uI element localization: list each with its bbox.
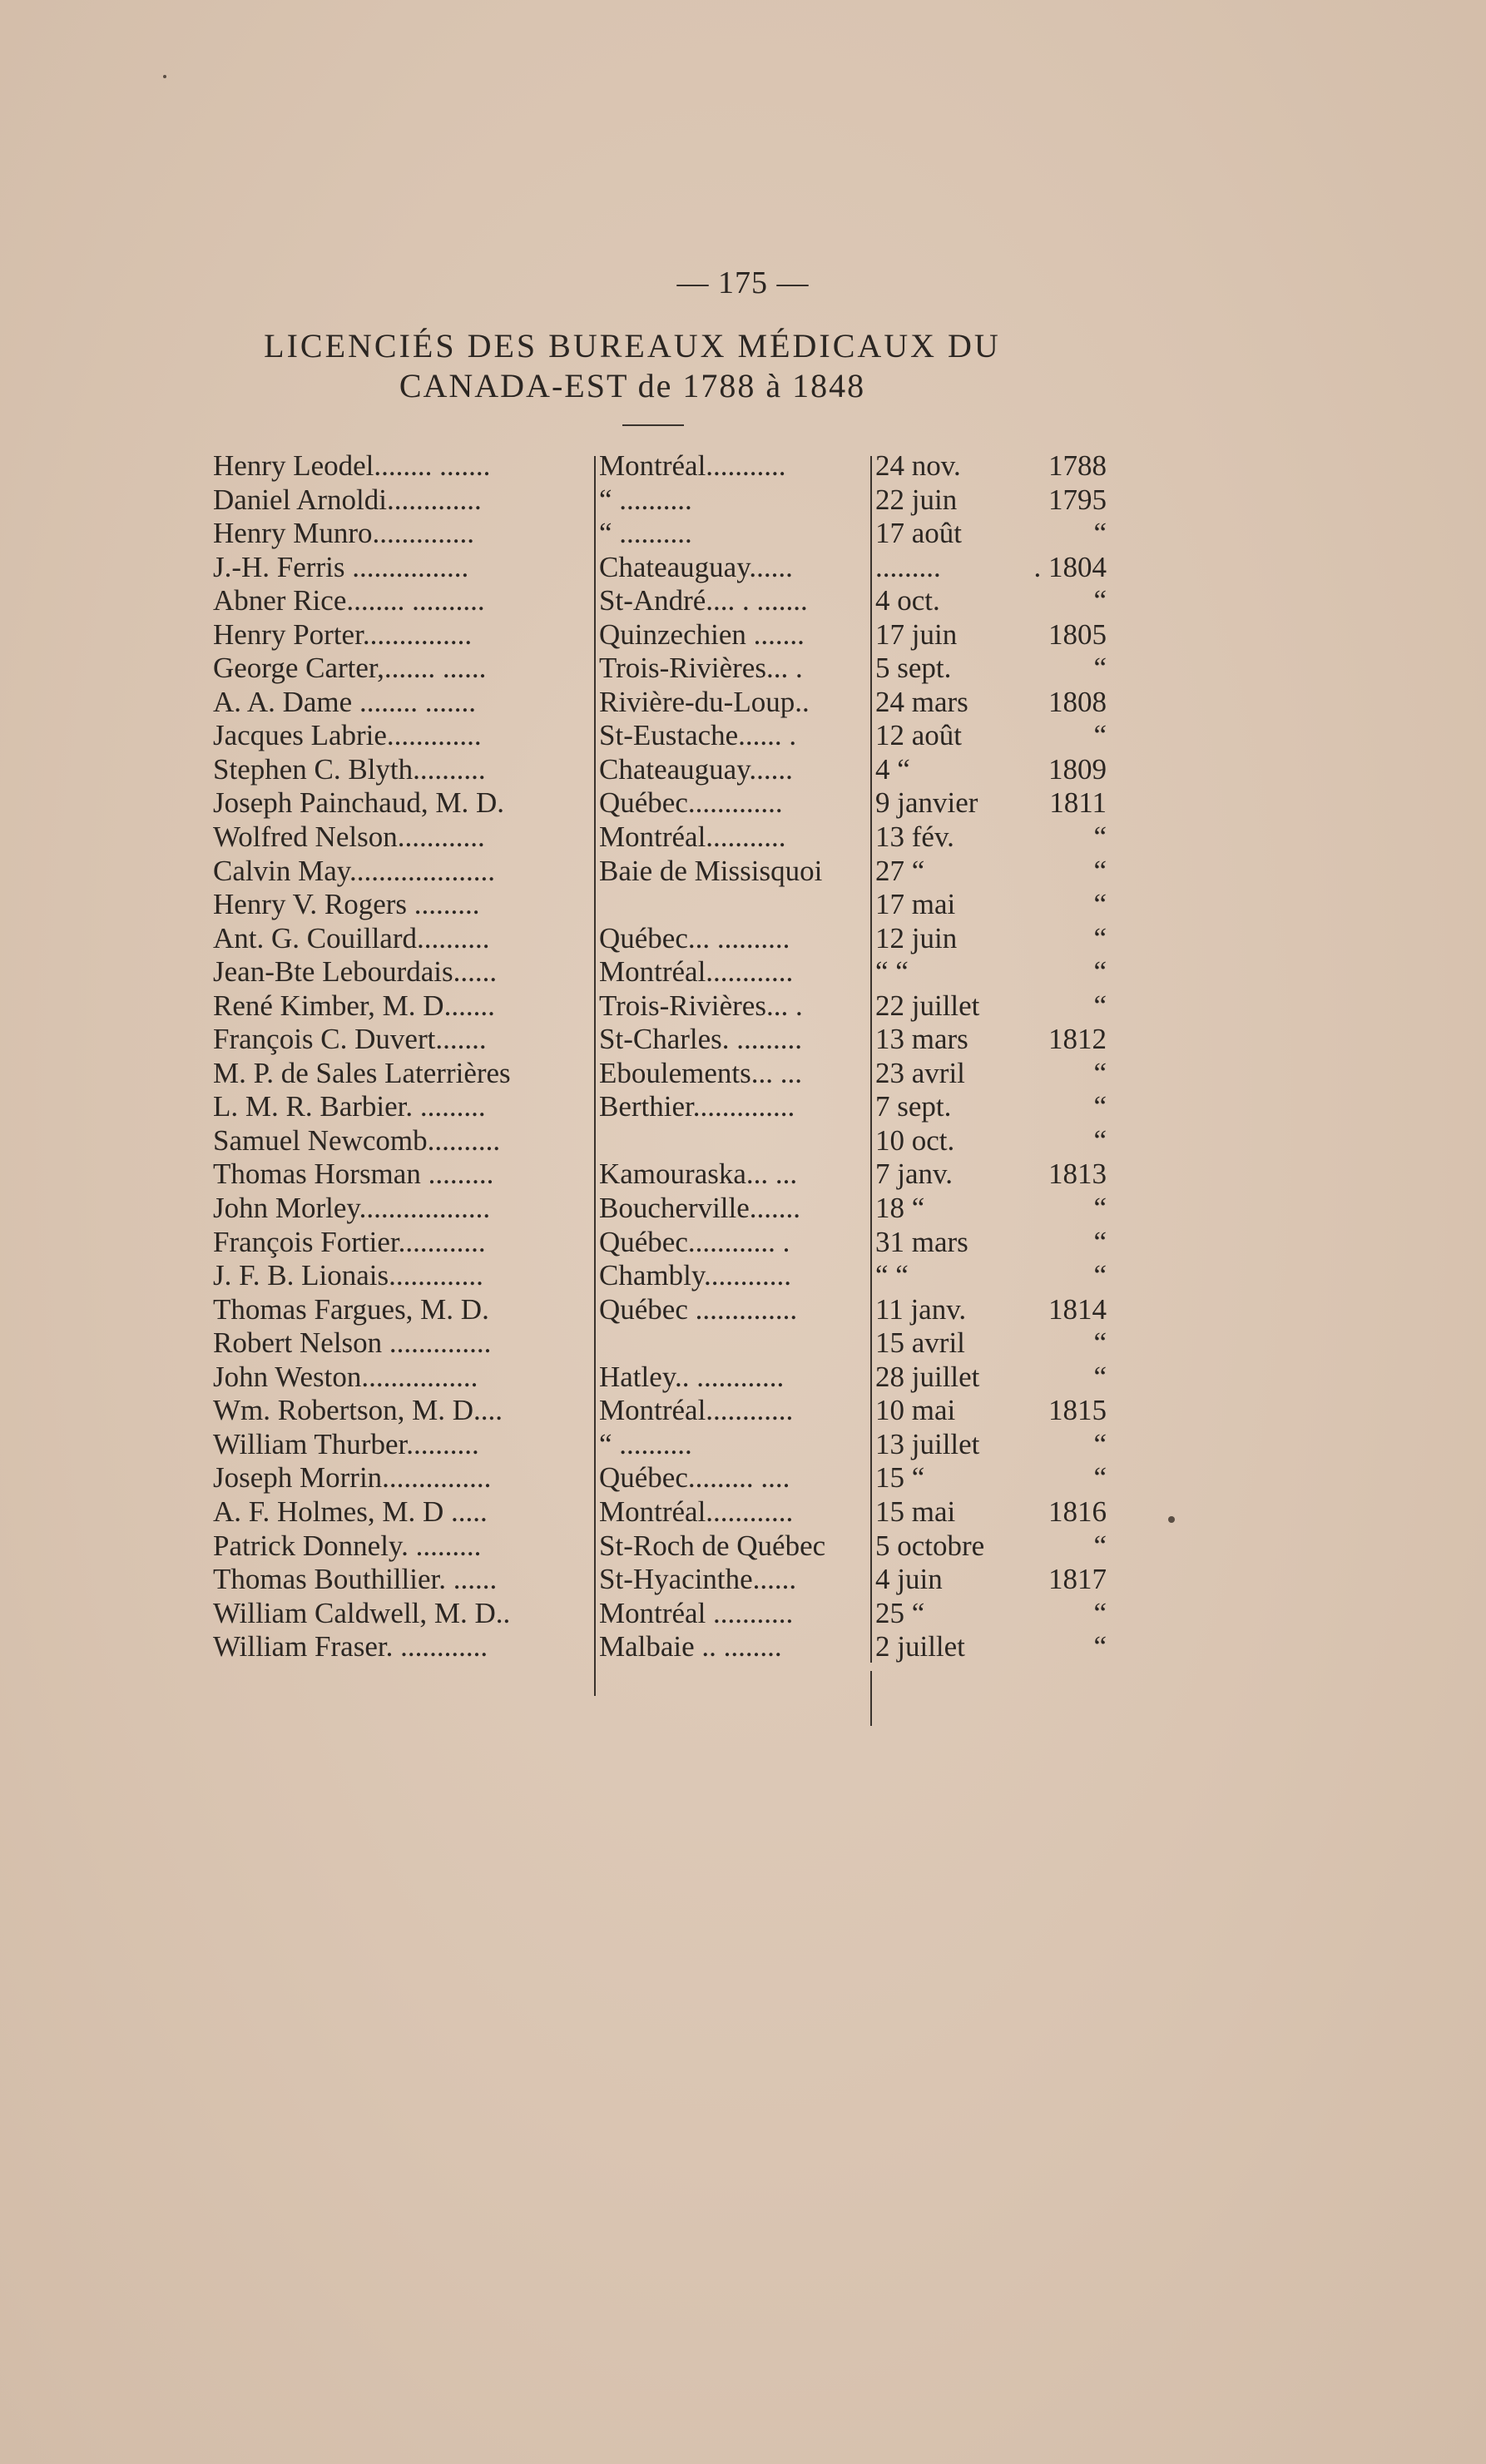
licence-date: 4 “ [875, 752, 910, 786]
licentiate-place: Trois-Rivières... . [599, 652, 803, 685]
licentiate-place: Rivière-du-Loup.. [599, 685, 810, 718]
licence-year: 1814 [1048, 1292, 1107, 1326]
licentiate-name: Joseph Morrin............... [213, 1461, 492, 1495]
licentiate-name: Jacques Labrie............. [213, 719, 482, 752]
licentiate-name: J. F. B. Lionais............. [213, 1259, 483, 1292]
page-title-line-1: LICENCIÉS DES BUREAUX MÉDICAUX DU [264, 327, 1001, 364]
table-row [213, 719, 1128, 753]
licentiate-name: J.-H. Ferris ................ [213, 550, 469, 583]
licentiate-name: Calvin May.................... [213, 854, 495, 887]
licentiate-name: Samuel Newcomb.......... [213, 1123, 501, 1157]
licentiate-place: Montréal........... [599, 821, 786, 854]
licence-date: 27 “ [875, 854, 925, 887]
licence-date: 9 janvier [875, 786, 978, 820]
licentiate-place: Boucherville....... [599, 1192, 801, 1225]
table-row [213, 1394, 1128, 1428]
licentiate-name: George Carter,....... ...... [213, 652, 487, 685]
licence-year: “ [1093, 821, 1107, 854]
table-row [213, 618, 1128, 652]
licentiate-name: A. F. Holmes, M. D ..... [213, 1495, 488, 1528]
table-row [213, 652, 1128, 686]
licentiate-name: Thomas Fargues, M. D. [213, 1292, 489, 1326]
licence-date: 17 juin [875, 617, 958, 651]
licentiates-table [213, 449, 1128, 1664]
licence-year: “ [1093, 1259, 1107, 1292]
licence-date: 12 août [875, 719, 963, 752]
licentiate-name: Henry V. Rogers ......... [213, 888, 480, 921]
licentiate-place: Québec............. [599, 786, 783, 820]
table-row [213, 1057, 1128, 1091]
table-row [213, 786, 1128, 821]
licentiate-name: Thomas Bouthillier. ...... [213, 1563, 498, 1596]
licentiate-name: Ant. G. Couillard.......... [213, 921, 490, 954]
licence-date: 22 juillet [875, 989, 980, 1022]
table-row [213, 1192, 1128, 1226]
table-row [213, 922, 1128, 956]
licence-date: “ “ [875, 1259, 909, 1292]
licentiate-place: Montréal ........... [599, 1596, 794, 1629]
licence-year: “ [1093, 1056, 1107, 1089]
table-row [213, 1361, 1128, 1395]
licence-year: “ [1093, 1461, 1107, 1495]
licence-date: 5 octobre [875, 1529, 985, 1562]
column-divider-place-date-lower [870, 1671, 872, 1726]
table-row [213, 1461, 1128, 1495]
table-row [213, 1090, 1128, 1124]
licence-date: 10 mai [875, 1394, 956, 1427]
licence-year: “ [1093, 854, 1107, 887]
licentiate-name: François Fortier............ [213, 1225, 486, 1258]
licentiate-place: Quinzechien ....... [599, 617, 805, 651]
licentiate-name: John Morley.................. [213, 1192, 491, 1225]
table-row [213, 753, 1128, 787]
table-row [213, 551, 1128, 585]
licentiate-place: “ .......... [599, 483, 692, 516]
licence-date: 24 nov. [875, 449, 961, 482]
licentiate-place: Hatley.. ............ [599, 1360, 785, 1393]
licentiate-place: Montréal............ [599, 955, 794, 989]
table-row [213, 1259, 1128, 1293]
licentiate-place [599, 1326, 870, 1360]
licence-year: 1816 [1048, 1495, 1107, 1528]
licence-date: 31 mars [875, 1225, 968, 1258]
licence-year: “ [1093, 1192, 1107, 1225]
licentiate-name: Patrick Donnely. ......... [213, 1529, 482, 1562]
licentiate-name: Henry Porter............... [213, 617, 473, 651]
licentiate-name: Joseph Painchaud, M. D. [213, 786, 504, 820]
licentiate-place: Trois-Rivières... . [599, 989, 803, 1022]
licence-year: “ [1093, 1529, 1107, 1562]
licentiate-place: Québec......... .... [599, 1461, 790, 1495]
licentiate-name: Daniel Arnoldi............. [213, 483, 482, 516]
licence-date: ......... [875, 550, 941, 583]
licence-date: 22 juin [875, 483, 958, 516]
licentiate-place: Montréal........... [599, 449, 786, 482]
table-row [213, 1630, 1128, 1664]
licence-date: 28 juillet [875, 1360, 980, 1393]
licence-year: 1805 [1048, 617, 1107, 651]
licence-year: “ [1093, 584, 1107, 617]
table-row [213, 449, 1128, 483]
licentiate-place [599, 888, 870, 921]
paper-speck [1168, 1516, 1175, 1523]
licentiate-place: Eboulements... ... [599, 1056, 802, 1089]
licentiate-place: Québec .............. [599, 1292, 798, 1326]
table-row [213, 1428, 1128, 1462]
licence-year: 1788 [1048, 449, 1107, 482]
licence-date: 17 août [875, 517, 963, 550]
page-title-line-2: CANADA-EST de 1788 à 1848 [399, 367, 866, 404]
licence-year: “ [1093, 719, 1107, 752]
licentiate-place: Québec............ . [599, 1225, 790, 1258]
licence-year: “ [1093, 652, 1107, 685]
licentiate-place: Chateauguay...... [599, 752, 793, 786]
licentiate-name: L. M. R. Barbier. ......... [213, 1090, 486, 1123]
licentiate-name: William Fraser. ............ [213, 1630, 488, 1663]
licence-date: 17 mai [875, 888, 956, 921]
table-row [213, 1563, 1128, 1597]
table-row [213, 1023, 1128, 1057]
licence-year: “ [1093, 1630, 1107, 1663]
licentiate-place: Kamouraska... ... [599, 1158, 798, 1191]
licence-year: “ [1093, 1427, 1107, 1460]
licentiate-place: St-Hyacinthe...... [599, 1563, 797, 1596]
table-row [213, 1495, 1128, 1529]
licence-year: “ [1093, 955, 1107, 989]
licence-year: 1795 [1048, 483, 1107, 516]
paper-speck [163, 75, 166, 78]
licence-date: 7 janv. [875, 1158, 953, 1191]
table-row [213, 1293, 1128, 1327]
licence-date: 2 juillet [875, 1630, 965, 1663]
licence-year: 1808 [1048, 685, 1107, 718]
licence-year: “ [1093, 1090, 1107, 1123]
licence-year: “ [1093, 517, 1107, 550]
licence-year: 1815 [1048, 1394, 1107, 1427]
licentiate-place: Berthier.............. [599, 1090, 795, 1123]
licentiate-place: “ .......... [599, 1427, 692, 1460]
licentiate-place: St-André.... . ....... [599, 584, 808, 617]
table-row [213, 855, 1128, 889]
licentiate-name: Henry Leodel........ ....... [213, 449, 491, 482]
licence-date: 13 fév. [875, 821, 954, 854]
licentiate-place: Québec... .......... [599, 921, 790, 954]
licentiate-place: Montréal............ [599, 1394, 794, 1427]
licentiate-name: M. P. de Sales Laterrières [213, 1056, 511, 1089]
licence-year: 1812 [1048, 1023, 1107, 1056]
licence-year: “ [1093, 1225, 1107, 1258]
licence-year: 1817 [1048, 1563, 1107, 1596]
licentiate-name: William Caldwell, M. D.. [213, 1596, 511, 1629]
licence-year: “ [1093, 1326, 1107, 1360]
table-row [213, 1597, 1128, 1631]
licence-date: 13 juillet [875, 1427, 980, 1460]
licentiate-place: Montréal............ [599, 1495, 794, 1528]
licence-date: 25 “ [875, 1596, 925, 1629]
table-row [213, 1124, 1128, 1158]
licence-year: 1809 [1048, 752, 1107, 786]
licentiate-place: St-Charles. ......... [599, 1023, 803, 1056]
licence-year: “ [1093, 888, 1107, 921]
table-row [213, 686, 1128, 720]
licence-date: 13 mars [875, 1023, 968, 1056]
licence-date: 11 janv. [875, 1292, 967, 1326]
licence-year: “ [1093, 1123, 1107, 1157]
licentiate-place: St-Eustache...... . [599, 719, 797, 752]
licentiate-place: Malbaie .. ........ [599, 1630, 782, 1663]
licentiate-name: Wm. Robertson, M. D.... [213, 1394, 503, 1427]
licentiate-name: Henry Munro.............. [213, 517, 474, 550]
licentiate-name: François C. Duvert....... [213, 1023, 487, 1056]
licence-year: 1811 [1049, 786, 1107, 820]
licence-date: 15 mai [875, 1495, 956, 1528]
licentiate-name: Robert Nelson .............. [213, 1326, 492, 1360]
licentiate-name: William Thurber.......... [213, 1427, 479, 1460]
licentiate-name: Wolfred Nelson............ [213, 821, 485, 854]
table-row [213, 821, 1128, 855]
licentiate-place: Chambly............ [599, 1259, 792, 1292]
table-row [213, 888, 1128, 922]
licence-year: 1813 [1048, 1158, 1107, 1191]
licence-year: . 1804 [1033, 550, 1107, 583]
licence-date: 10 oct. [875, 1123, 955, 1157]
table-row [213, 483, 1128, 518]
licence-date: “ “ [875, 955, 909, 989]
table-row [213, 1326, 1128, 1361]
licence-date: 7 sept. [875, 1090, 952, 1123]
licentiate-name: Thomas Horsman ......... [213, 1158, 494, 1191]
licentiate-name: A. A. Dame ........ ....... [213, 685, 476, 718]
table-row [213, 1158, 1128, 1192]
licence-year: “ [1093, 989, 1107, 1022]
licence-date: 15 avril [875, 1326, 965, 1360]
table-row [213, 955, 1128, 989]
licentiate-name: Stephen C. Blyth.......... [213, 752, 486, 786]
licentiate-place: “ .......... [599, 517, 692, 550]
table-row [213, 584, 1128, 618]
table-row [213, 1226, 1128, 1260]
page-number: — 175 — [676, 265, 810, 300]
licence-date: 15 “ [875, 1461, 925, 1495]
licentiate-name: Jean-Bte Lebourdais...... [213, 955, 498, 989]
licence-date: 12 juin [875, 921, 958, 954]
licentiate-place: St-Roch de Québec [599, 1529, 826, 1562]
table-row [213, 1529, 1128, 1564]
licentiate-place: Chateauguay...... [599, 550, 793, 583]
title-rule [622, 424, 684, 426]
licentiate-name: René Kimber, M. D....... [213, 989, 495, 1022]
licence-date: 4 oct. [875, 584, 940, 617]
licence-date: 5 sept. [875, 652, 952, 685]
licence-year: “ [1093, 1596, 1107, 1629]
table-row [213, 989, 1128, 1024]
licence-date: 18 “ [875, 1192, 925, 1225]
licentiate-place: Baie de Missisquoi [599, 854, 823, 887]
licentiate-name: John Weston................ [213, 1360, 478, 1393]
licence-date: 23 avril [875, 1056, 965, 1089]
licentiate-name: Abner Rice........ .......... [213, 584, 485, 617]
table-row [213, 517, 1128, 551]
licence-date: 4 juin [875, 1563, 943, 1596]
licence-year: “ [1093, 1360, 1107, 1393]
licence-date: 24 mars [875, 685, 968, 718]
licentiate-place [599, 1124, 870, 1158]
licence-year: “ [1093, 921, 1107, 954]
